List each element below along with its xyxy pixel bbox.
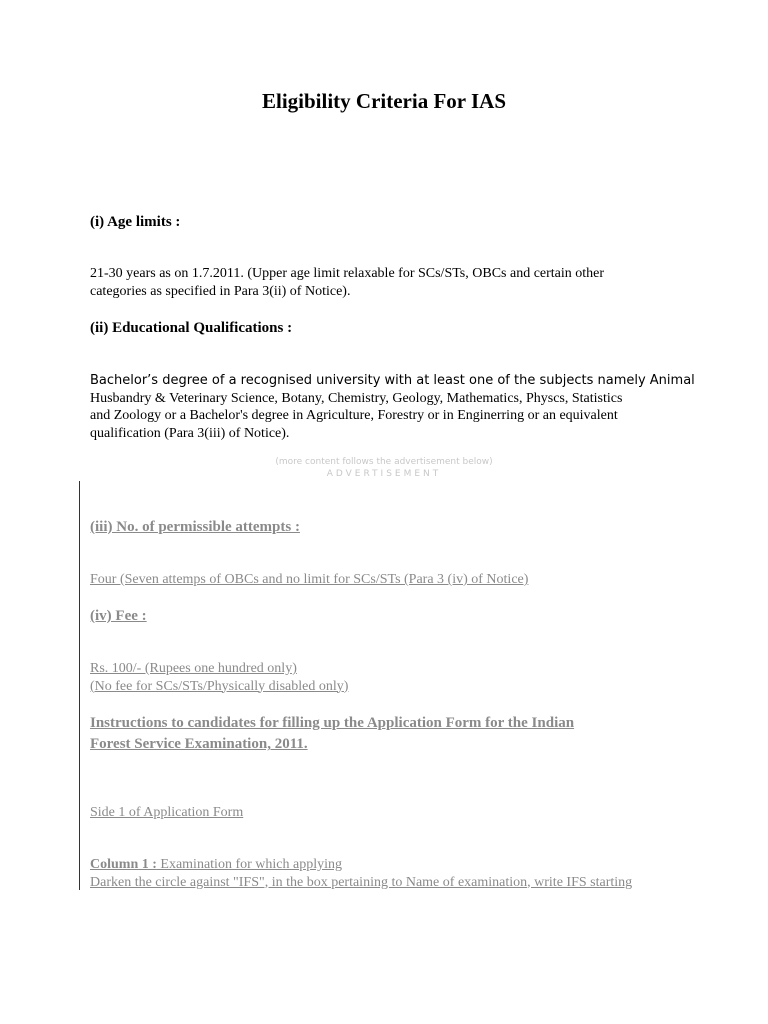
content-divider (79, 481, 80, 890)
education-heading: (ii) Educational Qualifications : (90, 320, 293, 336)
advertisement-label: ADVERTISEMENT (326, 469, 442, 479)
page-title: Eligibility Criteria For IAS (261, 89, 506, 113)
column-1-label: Column 1 : (90, 857, 157, 872)
column-1-line-2[interactable]: Darken the circle against "IFS", in the box pertaining to Name of examination, write IFS starting (90, 874, 633, 890)
age-limits-heading: (i) Age limits : (90, 214, 181, 230)
fee-text (90, 660, 348, 695)
fee-line-1[interactable]: Rs. 100/- (Rupees one hundred only) (90, 661, 297, 676)
education-line-2: Husbandry & Veterinary Science, Botany, Chemistry, Geology, Mathematics, Physcs, Statistics (90, 390, 623, 406)
side-1-link[interactable]: Side 1 of Application Form (90, 805, 244, 820)
age-limits-text (90, 265, 604, 300)
instructions-line-1[interactable]: Instructions to candidates for filling up the Application Form for the Indian (90, 715, 575, 731)
age-limits-line-2: categories as specified in Para 3(ii) of Notice). (90, 283, 351, 299)
attempts-heading[interactable]: (iii) No. of permissible attempts : (90, 519, 300, 535)
instructions-heading (90, 713, 574, 755)
education-text (90, 372, 695, 442)
attempts-text[interactable]: Four (Seven attemps of OBCs and no limit for SCs/STs (Para 3 (iv) of Notice) (90, 572, 529, 587)
advertisement-note: (more content follows the advertisement below) (275, 457, 493, 467)
education-line-1: Bachelor’s degree of a recognised university with at least one of the subjects namely Animal (90, 373, 695, 388)
education-line-3: and Zoology or a Bachelor's degree in Agriculture, Forestry or in Enginerring or an equivalent (90, 408, 618, 423)
column-1-block (90, 856, 632, 891)
fee-heading[interactable]: (iv) Fee : (90, 608, 147, 624)
education-line-4: qualification (Para 3(iii) of Notice). (90, 425, 290, 441)
instructions-line-2[interactable]: Forest Service Examination, 2011. (90, 736, 308, 752)
column-1-line-1[interactable] (90, 856, 632, 874)
age-limits-line-1: 21-30 years as on 1.7.2011. (Upper age limit relaxable for SCs/STs, OBCs and certain other (90, 266, 605, 281)
column-1-title: Examination for which applying (156, 857, 342, 872)
fee-line-2[interactable]: (No fee for SCs/STs/Physically disabled only) (90, 678, 349, 694)
